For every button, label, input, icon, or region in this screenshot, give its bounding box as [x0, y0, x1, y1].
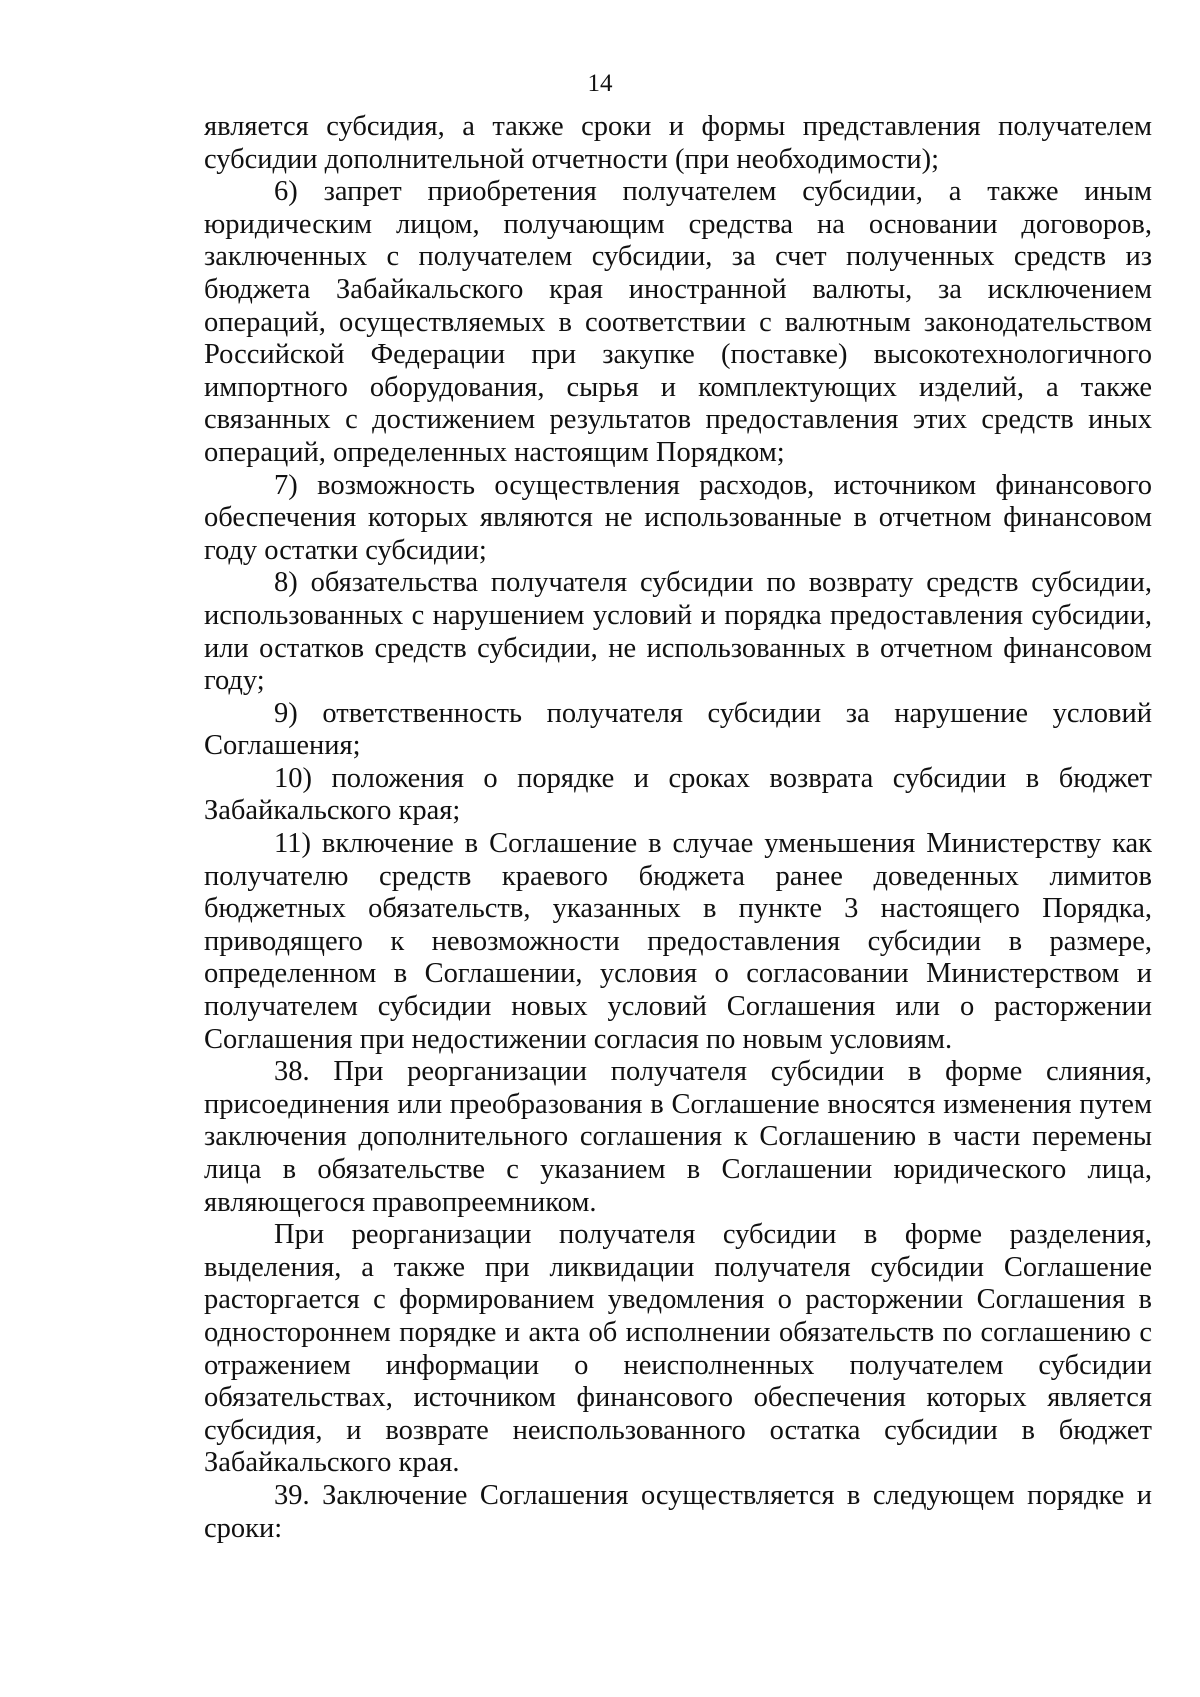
paragraph-item-7: 7) возможность осуществления расходов, источником финансового обеспечения которых являются не использованные в отчетном финансовом году остатки субсидии;	[204, 469, 1152, 566]
paragraph-continuation: является субсидия, а также сроки и формы представления получателем субсидии дополнительной отчетности (при необходимости);	[204, 111, 1152, 175]
paragraph-item-8: 8) обязательства получателя субсидии по возврату средств субсидии, использованных с нарушением условий и порядка предоставления субсидии, или остатков средств субсидии, не использованных в отчетном финансовом году;	[204, 567, 1152, 697]
paragraph-reorganization: При реорганизации получателя субсидии в форме разделения, выделения, а также при ликвидации получателя субсидии Соглашение расторгается с формированием уведомления о расторжении Соглашения в одностороннем порядке и акта об исполнении обязательств по соглашению с отражением информации о неисполненных получателем субсидии обязательствах, источником финансового обеспечения которых является субсидия, и возврате неиспользованного остатка субсидии в бюджет Забайкальского края.	[204, 1219, 1152, 1479]
paragraph-item-10: 10) положения о порядке и сроках возврата субсидии в бюджет Забайкальского края;	[204, 762, 1152, 827]
paragraph-section-39: 39. Заключение Соглашения осуществляется в следующем порядке и сроки:	[204, 1479, 1152, 1544]
paragraph-section-38: 38. При реорганизации получателя субсидии в форме слияния, присоединения или преобразования в Соглашение вносятся изменения путем заключения дополнительного соглашения к Соглашению в части перемены лица в обязательстве с указанием в Соглашении юридического лица, являющегося правопреемником.	[204, 1056, 1152, 1218]
paragraph-item-11: 11) включение в Соглашение в случае уменьшения Министерству как получателю средств краевого бюджета ранее доведенных лимитов бюджетных обязательств, указанных в пункте 3 настоящего Порядка, приводящего к невозможности предоставления субсидии в размере, определенном в Соглашении, условия о согласовании Министерством и получателем субсидии новых условий Соглашения или о расторжении Соглашения при недостижении согласия по новым условиям.	[204, 828, 1152, 1055]
document-body	[204, 111, 1152, 1545]
paragraph-item-6: 6) запрет приобретения получателем субсидии, а также иным юридическим лицом, получающим средства на основании договоров, заключенных с получателем субсидии, за счет полученных средств из бюджета Забайкальского края иностранной валюты, за исключением операций, осуществляемых в соответствии с валютным законодательством Российской Федерации при закупке (поставке) высокотехнологичного импортного оборудования, сырья и комплектующих изделий, а также связанных с достижением результатов предоставления этих средств иных операций, определенных настоящим Порядком;	[204, 176, 1152, 468]
paragraph-item-9: 9) ответственность получателя субсидии за нарушение условий Соглашения;	[204, 697, 1152, 762]
page-number: 14	[587, 70, 613, 97]
